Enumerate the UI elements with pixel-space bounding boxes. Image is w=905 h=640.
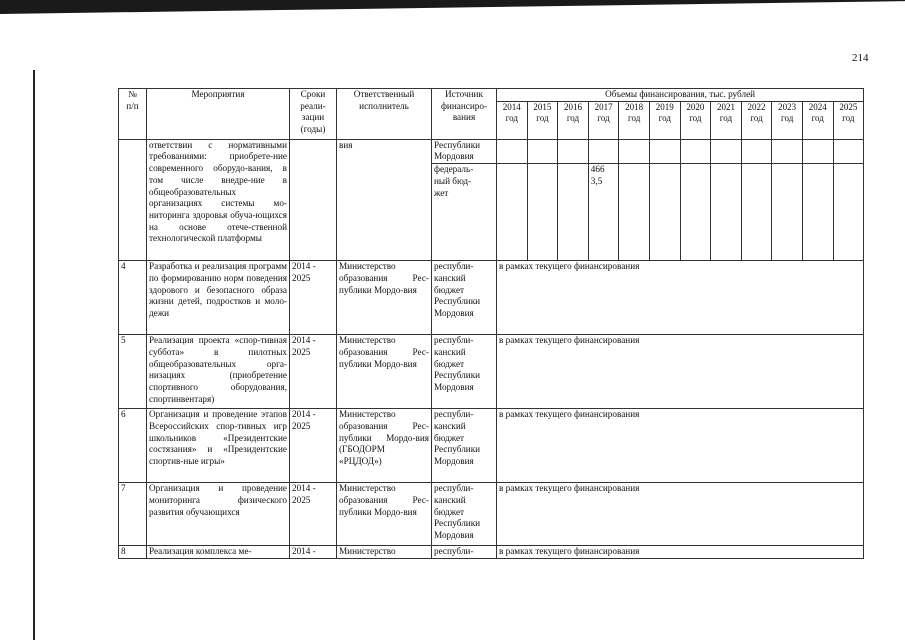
table-row <box>119 483 864 546</box>
scan-edge-shadow <box>0 0 905 14</box>
cell-activity: Реализация проекта «спор-тивная суббота» в пилотных общеобразовательных орга-низациях (приобретение спортивного оборудования, спортинвентаря) <box>147 335 290 409</box>
cell-value <box>649 139 680 163</box>
cell-value <box>527 139 558 163</box>
cell-activity: ответствии с нормативными требованиями: приобрете-ние современного оборудо-вания, в том числе внедре-ние в общеобразовательных организациях системы мо-ниторинга здоровья обуча-ющихся на основе отече-ственной технологической платформы <box>147 139 290 260</box>
cell-funding: в рамках текущего финансирования <box>497 483 864 546</box>
cell-terms: 2014 - 2025 <box>290 483 337 546</box>
header-funding-title: Объемы финансирования, тыс. рублей <box>497 89 864 102</box>
cell-terms: 2014 - <box>290 546 337 559</box>
cell-responsible: вия <box>337 139 432 260</box>
cell-value-2017: 466 3,5 <box>588 164 619 261</box>
table-row <box>119 546 864 559</box>
cell-value <box>619 139 650 163</box>
cell-funding: в рамках текущего финансирования <box>497 546 864 559</box>
cell-value <box>741 164 772 261</box>
header-num: № п/п <box>119 89 147 140</box>
funding-table <box>118 88 864 559</box>
cell-activity: Организация и проведение мониторинга физического развития обучающихся <box>147 483 290 546</box>
cell-value <box>619 164 650 261</box>
cell-funding: в рамках текущего финансирования <box>497 261 864 335</box>
header-activity: Мероприятия <box>147 89 290 140</box>
cell-responsible: Министерство образования Рес-публики Мордо-вия <box>337 483 432 546</box>
header-terms: Сроки реали- зации (годы) <box>290 89 337 140</box>
header-year-2018: 2018 год <box>619 101 650 139</box>
header-year-2020: 2020 год <box>680 101 711 139</box>
cell-value <box>833 139 864 163</box>
table-row <box>119 409 864 483</box>
cell-value <box>497 164 528 261</box>
header-year-2023: 2023 год <box>772 101 803 139</box>
header-year-2014: 2014 год <box>497 101 528 139</box>
cell-terms: 2014 - 2025 <box>290 261 337 335</box>
cell-responsible: Министерство <box>337 546 432 559</box>
cell-num: 7 <box>119 483 147 546</box>
cell-value <box>741 139 772 163</box>
cell-value <box>711 164 742 261</box>
cell-funding: в рамках текущего финансирования <box>497 409 864 483</box>
cell-num <box>119 139 147 260</box>
header-responsible: Ответственный исполнитель <box>337 89 432 140</box>
cell-source: республи- канский бюджет Республики Мордовия <box>432 483 497 546</box>
cell-value <box>833 164 864 261</box>
cell-activity: Реализация комплекса ме- <box>147 546 290 559</box>
table-row-continuation <box>119 139 864 163</box>
table-row <box>119 261 864 335</box>
cell-value <box>588 139 619 163</box>
scan-left-edge <box>33 70 35 640</box>
cell-value <box>772 139 803 163</box>
cell-terms: 2014 - 2025 <box>290 335 337 409</box>
cell-responsible: Министерство образования Рес-публики Мордо-вия <box>337 261 432 335</box>
cell-value <box>802 164 833 261</box>
header-year-2017: 2017 год <box>588 101 619 139</box>
cell-value <box>680 139 711 163</box>
header-year-2021: 2021 год <box>711 101 742 139</box>
cell-source: Республики Мордовия <box>432 139 497 163</box>
header-year-2016: 2016 год <box>558 101 589 139</box>
table-header-row <box>119 89 864 102</box>
cell-num: 8 <box>119 546 147 559</box>
cell-activity: Организация и проведение этапов Всероссийских спор-тивных игр школьников «Президентские состязания» и «Президентские спортив-ные игры» <box>147 409 290 483</box>
cell-num: 6 <box>119 409 147 483</box>
header-year-2025: 2025 год <box>833 101 864 139</box>
page-number: 214 <box>852 52 869 64</box>
cell-value <box>772 164 803 261</box>
header-year-2022: 2022 год <box>741 101 772 139</box>
cell-source: республи- канский бюджет Республики Мордовия <box>432 409 497 483</box>
cell-source: республи- <box>432 546 497 559</box>
cell-num: 4 <box>119 261 147 335</box>
header-year-2019: 2019 год <box>649 101 680 139</box>
table-row <box>119 335 864 409</box>
cell-terms: 2014 - 2025 <box>290 409 337 483</box>
header-year-2015: 2015 год <box>527 101 558 139</box>
cell-source: республи- канский бюджет Республики Мордовия <box>432 335 497 409</box>
cell-source: федераль- ный бюд- жет <box>432 164 497 261</box>
cell-value <box>711 139 742 163</box>
cell-funding: в рамках текущего финансирования <box>497 335 864 409</box>
cell-responsible: Министерство образования Рес-публики Мордо-вия <box>337 335 432 409</box>
header-source: Источник финансиро- вания <box>432 89 497 140</box>
cell-value <box>558 139 589 163</box>
cell-activity: Разработка и реализация программ по формированию норм поведения здорового и безопасного образа жизни детей, подростков и моло-дежи <box>147 261 290 335</box>
cell-value <box>497 139 528 163</box>
cell-terms <box>290 139 337 260</box>
cell-num: 5 <box>119 335 147 409</box>
cell-value <box>680 164 711 261</box>
header-year-2024: 2024 год <box>802 101 833 139</box>
cell-responsible: Министерство образования Рес-публики Мордо-вия (ГБОДОРМ «РЦДОД») <box>337 409 432 483</box>
cell-value <box>802 139 833 163</box>
cell-value <box>527 164 558 261</box>
cell-source: республи- канский бюджет Республики Мордовия <box>432 261 497 335</box>
cell-value <box>558 164 589 261</box>
cell-value <box>649 164 680 261</box>
